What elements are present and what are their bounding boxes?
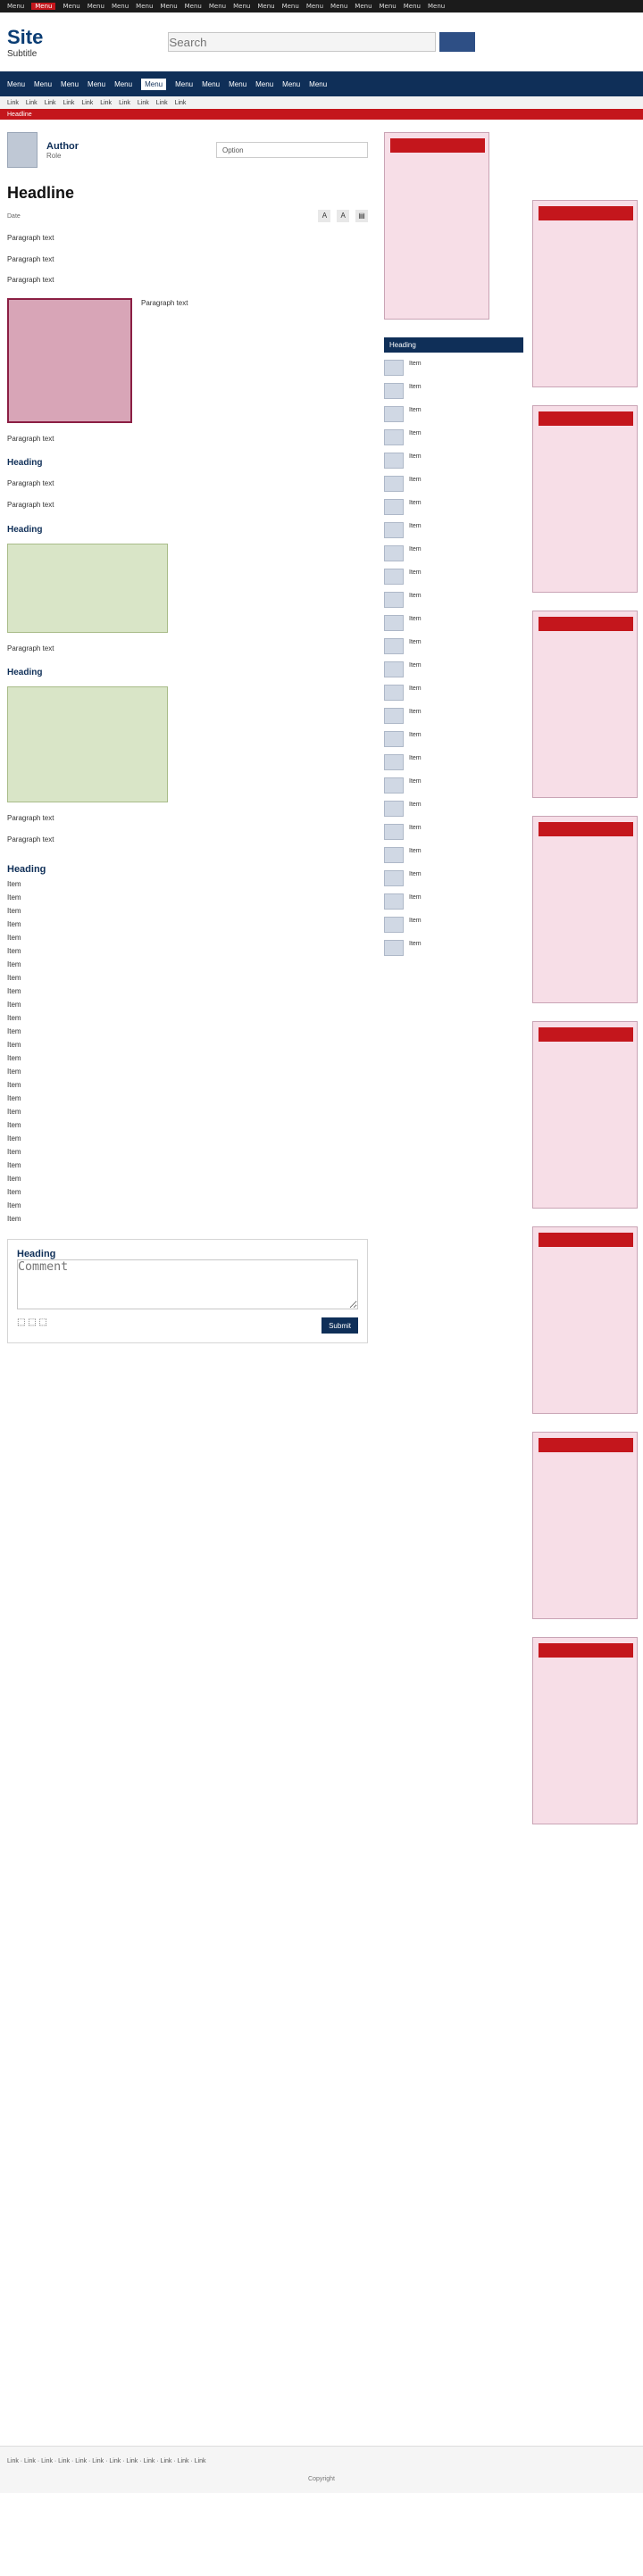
article-paragraph: Paragraph text xyxy=(7,254,54,263)
related-item[interactable]: Item xyxy=(7,880,21,889)
top-menu-item[interactable]: Menu xyxy=(233,3,251,10)
main-nav xyxy=(0,71,643,96)
related-item[interactable]: Item xyxy=(7,1188,21,1197)
right-news-text: Item xyxy=(409,871,422,877)
banner-ad[interactable] xyxy=(532,1226,638,1414)
right-news-thumb xyxy=(384,685,404,701)
right-news-text: Item xyxy=(409,686,422,692)
right-news-text: Item xyxy=(409,941,422,947)
author-name[interactable]: Author xyxy=(46,140,79,152)
right-news-item[interactable] xyxy=(384,847,523,863)
article-paragraph: Paragraph text xyxy=(7,500,54,509)
subnav-item[interactable]: Link xyxy=(81,99,94,106)
right-news-text: Item xyxy=(409,546,422,553)
right-news-thumb xyxy=(384,615,404,631)
related-item[interactable]: Item xyxy=(7,987,21,996)
article-date: Date xyxy=(7,212,21,220)
right-news-thumb xyxy=(384,917,404,933)
related-item[interactable]: Item xyxy=(7,1108,21,1117)
article-paragraph: Paragraph text xyxy=(7,814,54,823)
right-news-thumb xyxy=(384,383,404,399)
right-news-thumb xyxy=(384,453,404,469)
site-logo-text: Site xyxy=(7,25,44,48)
top-menu-item[interactable]: Menu xyxy=(136,3,154,10)
footer-links[interactable]: Link · Link · Link · Link · Link · Link · Link · Link · Link · Link · Link · Link xyxy=(7,2458,206,2464)
footer-copyright: Copyright xyxy=(308,2475,335,2482)
right-news-thumb xyxy=(384,638,404,654)
nav-item[interactable]: Menu xyxy=(202,79,221,88)
comment-title: Heading xyxy=(17,1249,56,1260)
article-paragraph: Paragraph text xyxy=(7,644,54,652)
comment-input[interactable] xyxy=(17,1259,358,1309)
banner-ad[interactable] xyxy=(532,1637,638,1824)
subnav-item[interactable]: Link xyxy=(100,99,113,106)
ad-badge xyxy=(539,1027,633,1042)
article-paragraph: Paragraph text xyxy=(7,276,54,285)
banner-ad[interactable] xyxy=(532,611,638,798)
article-column xyxy=(0,120,375,1842)
related-item[interactable]: Item xyxy=(7,1175,21,1184)
subnav-item[interactable]: Link xyxy=(63,99,75,106)
section-heading: Heading xyxy=(7,524,43,535)
ad-badge xyxy=(539,206,633,220)
related-item[interactable]: Item xyxy=(7,1094,21,1103)
right-news-item[interactable] xyxy=(384,592,523,608)
subnav-item[interactable]: Link xyxy=(174,99,187,106)
related-title: Heading xyxy=(7,864,46,876)
article-paragraph: Paragraph text xyxy=(7,479,54,488)
related-item[interactable]: Item xyxy=(7,934,21,943)
related-item[interactable]: Item xyxy=(7,1134,21,1143)
top-menu-item[interactable]: Menu xyxy=(111,3,129,10)
right-news-item[interactable] xyxy=(384,754,523,770)
ad-badge xyxy=(539,411,633,426)
right-news-item[interactable] xyxy=(384,429,523,445)
right-news-item[interactable] xyxy=(384,499,523,515)
nav-item[interactable]: Menu xyxy=(282,79,301,88)
related-item[interactable]: Item xyxy=(7,1041,21,1050)
right-news-thumb xyxy=(384,754,404,770)
subnav-item[interactable]: Link xyxy=(44,99,56,106)
right-news-item[interactable] xyxy=(384,940,523,956)
print-icon[interactable]: ▤ xyxy=(355,210,368,222)
avatar[interactable] xyxy=(7,132,38,168)
nav-item[interactable]: Menu xyxy=(88,79,106,88)
right-news-text: Item xyxy=(409,662,422,669)
ad-badge xyxy=(539,1438,633,1452)
related-item[interactable]: Item xyxy=(7,1027,21,1036)
related-item[interactable]: Item xyxy=(7,1068,21,1076)
author-select[interactable]: Option xyxy=(216,142,368,158)
top-menu-item[interactable]: Menu xyxy=(87,3,104,10)
font-tools xyxy=(314,210,368,222)
section-heading: Heading xyxy=(7,668,43,678)
subnav-item[interactable]: Link xyxy=(25,99,38,106)
right-news-text: Item xyxy=(409,616,422,622)
search-input[interactable] xyxy=(168,32,436,52)
right-news-text: Item xyxy=(409,593,422,599)
ad-badge xyxy=(539,1643,633,1658)
font-decrease-icon[interactable]: A xyxy=(337,210,349,222)
right-news-item[interactable] xyxy=(384,522,523,538)
top-menu-item[interactable]: Menu xyxy=(208,3,227,10)
related-item[interactable]: Item xyxy=(7,1054,21,1063)
top-menu-item[interactable]: Menu xyxy=(355,3,372,10)
site-footer xyxy=(0,2446,643,2493)
right-news-thumb xyxy=(384,777,404,794)
top-menu-item[interactable]: Menu xyxy=(379,3,397,10)
top-menu-item[interactable]: Menu xyxy=(257,3,275,10)
right-news-thumb xyxy=(384,406,404,422)
right-news-text: Item xyxy=(409,802,422,808)
article-paragraph: Paragraph text xyxy=(7,234,54,242)
top-menu-item[interactable]: Menu xyxy=(305,3,324,10)
right-news-text: Item xyxy=(409,361,422,367)
nav-item[interactable]: Menu xyxy=(255,79,274,88)
right-news-thumb xyxy=(384,824,404,840)
comment-box xyxy=(7,1239,368,1343)
subnav-item[interactable]: Link xyxy=(155,99,168,106)
sub-nav xyxy=(0,96,643,109)
author-card xyxy=(7,132,368,168)
right-news-item[interactable] xyxy=(384,731,523,747)
right-news-thumb xyxy=(384,708,404,724)
right-news-text: Item xyxy=(409,778,422,785)
ad-badge xyxy=(539,617,633,631)
article-paragraph: Paragraph text xyxy=(141,298,188,307)
nav-item[interactable]: Menu xyxy=(229,79,247,88)
right-news-text: Item xyxy=(409,894,422,901)
top-menu-item[interactable]: Menu xyxy=(184,3,202,10)
ad-badge xyxy=(390,138,485,153)
subnav-item[interactable]: Link xyxy=(119,99,130,106)
right-news-item[interactable] xyxy=(384,383,523,399)
right-news-text: Item xyxy=(409,825,422,831)
right-news-item[interactable] xyxy=(384,685,523,701)
article-photo xyxy=(7,544,168,633)
right-rail xyxy=(375,120,532,1842)
banner-ad[interactable] xyxy=(532,200,638,387)
nav-item[interactable]: Menu xyxy=(61,79,79,88)
right-news-item[interactable] xyxy=(384,917,523,933)
article-paragraph: Paragraph text xyxy=(7,835,54,843)
right-news-thumb xyxy=(384,592,404,608)
site-logo[interactable] xyxy=(7,26,43,59)
right-news-item[interactable] xyxy=(384,893,523,910)
right-news-item[interactable] xyxy=(384,638,523,654)
right-news-item[interactable] xyxy=(384,661,523,677)
comment-actions xyxy=(17,1317,358,1334)
related-item[interactable]: Item xyxy=(7,907,21,916)
right-news-thumb xyxy=(384,731,404,747)
right-news-text: Item xyxy=(409,430,422,436)
subnav-item[interactable]: Link xyxy=(137,99,149,106)
nav-item[interactable]: Menu xyxy=(309,79,328,88)
related-item[interactable]: Item xyxy=(7,1201,21,1210)
related-item[interactable]: Item xyxy=(7,1161,21,1170)
right-news-thumb xyxy=(384,499,404,515)
right-news-item[interactable] xyxy=(384,870,523,886)
article-meta xyxy=(7,210,368,222)
article-photo xyxy=(7,686,168,802)
right-news-text: Item xyxy=(409,384,422,390)
top-bar xyxy=(0,0,643,12)
top-menu-item[interactable]: Menu xyxy=(63,3,80,10)
right-news-item[interactable] xyxy=(384,406,523,422)
banner-ad[interactable] xyxy=(532,405,638,593)
related-item[interactable]: Item xyxy=(7,1121,21,1130)
right-news-text: Item xyxy=(409,918,422,924)
font-increase-icon[interactable]: A xyxy=(318,210,330,222)
right-news-text: Item xyxy=(409,755,422,761)
nav-item[interactable]: Menu xyxy=(7,79,26,88)
related-item[interactable]: Item xyxy=(7,960,21,969)
right-news-thumb xyxy=(384,545,404,561)
related-item[interactable]: Item xyxy=(7,1001,21,1010)
right-news-item[interactable] xyxy=(384,476,523,492)
nav-item[interactable]: Menu xyxy=(114,79,133,88)
right-news-text: Item xyxy=(409,523,422,529)
comment-submit-button[interactable]: Submit xyxy=(322,1317,358,1334)
right-news-text: Item xyxy=(409,477,422,483)
right-news-box xyxy=(384,337,523,956)
banner-ad[interactable] xyxy=(532,1021,638,1209)
right-news-text: Item xyxy=(409,732,422,738)
related-item[interactable]: Item xyxy=(7,1148,21,1157)
right-news-text: Item xyxy=(409,453,422,460)
top-menu-item[interactable]: Menu xyxy=(330,3,348,10)
right-news-item[interactable] xyxy=(384,453,523,469)
right-news-thumb xyxy=(384,661,404,677)
right-ad[interactable] xyxy=(384,132,489,320)
related-item[interactable]: Item xyxy=(7,1014,21,1023)
section-heading: Heading xyxy=(7,458,43,469)
inline-ad[interactable] xyxy=(7,298,132,423)
related-item[interactable]: Item xyxy=(7,947,21,956)
article-media-row xyxy=(7,298,368,423)
right-news-thumb xyxy=(384,476,404,492)
article-title: Headline xyxy=(7,184,75,202)
right-news-thumb xyxy=(384,360,404,376)
banner-ad[interactable] xyxy=(532,1432,638,1619)
search-button[interactable] xyxy=(439,32,475,52)
top-menu-item-active[interactable]: Menu xyxy=(31,3,55,10)
right-news-item[interactable] xyxy=(384,824,523,840)
right-news-item[interactable] xyxy=(384,615,523,631)
right-news-item[interactable] xyxy=(384,708,523,724)
right-news-text: Item xyxy=(409,569,422,576)
right-news-item[interactable] xyxy=(384,801,523,817)
nav-item[interactable]: Menu xyxy=(34,79,53,88)
right-news-thumb xyxy=(384,569,404,585)
right-news-item[interactable] xyxy=(384,360,523,376)
top-menu-item[interactable]: Menu xyxy=(427,3,446,10)
related-item[interactable]: Item xyxy=(7,920,21,929)
right-news-item[interactable] xyxy=(384,569,523,585)
right-news-thumb xyxy=(384,801,404,817)
right-news-text: Item xyxy=(409,407,422,413)
right-news-text: Item xyxy=(409,500,422,506)
right-news-item[interactable] xyxy=(384,777,523,794)
ad-badge xyxy=(539,1233,633,1247)
top-menu-item[interactable]: Menu xyxy=(160,3,178,10)
site-header xyxy=(0,12,643,71)
banner-column xyxy=(532,120,643,1842)
right-news-thumb xyxy=(384,893,404,910)
related-item[interactable]: Item xyxy=(7,1215,21,1224)
related-item[interactable]: Item xyxy=(7,974,21,983)
right-news-thumb xyxy=(384,847,404,863)
article-paragraph: Paragraph text xyxy=(7,434,54,443)
author-role: Role xyxy=(46,151,62,160)
ad-badge xyxy=(539,822,633,836)
right-news-thumb xyxy=(384,940,404,956)
right-news-text: Item xyxy=(409,709,422,715)
right-news-item[interactable] xyxy=(384,545,523,561)
nav-item[interactable]: Menu xyxy=(175,79,194,88)
breaking-news-ticker[interactable]: Headline xyxy=(0,109,643,120)
banner-ad[interactable] xyxy=(532,816,638,1003)
right-news-thumb xyxy=(384,429,404,445)
right-box-title: Heading xyxy=(384,337,523,353)
top-menu-item[interactable]: Menu xyxy=(281,3,299,10)
subnav-item[interactable]: Link xyxy=(7,99,19,106)
site-logo-subtitle: Subtitle xyxy=(7,48,38,59)
related-item[interactable]: Item xyxy=(7,1081,21,1090)
nav-item-selected[interactable]: Menu xyxy=(141,79,166,90)
right-news-text: Item xyxy=(409,848,422,854)
related-item[interactable]: Item xyxy=(7,893,21,902)
right-news-thumb xyxy=(384,870,404,886)
right-news-thumb xyxy=(384,522,404,538)
top-menu-item[interactable]: Menu xyxy=(7,3,25,10)
right-news-text: Item xyxy=(409,639,422,645)
social-icons[interactable]: ⬚ ⬚ ⬚ xyxy=(17,1317,47,1328)
top-menu-item[interactable]: Menu xyxy=(403,3,421,10)
